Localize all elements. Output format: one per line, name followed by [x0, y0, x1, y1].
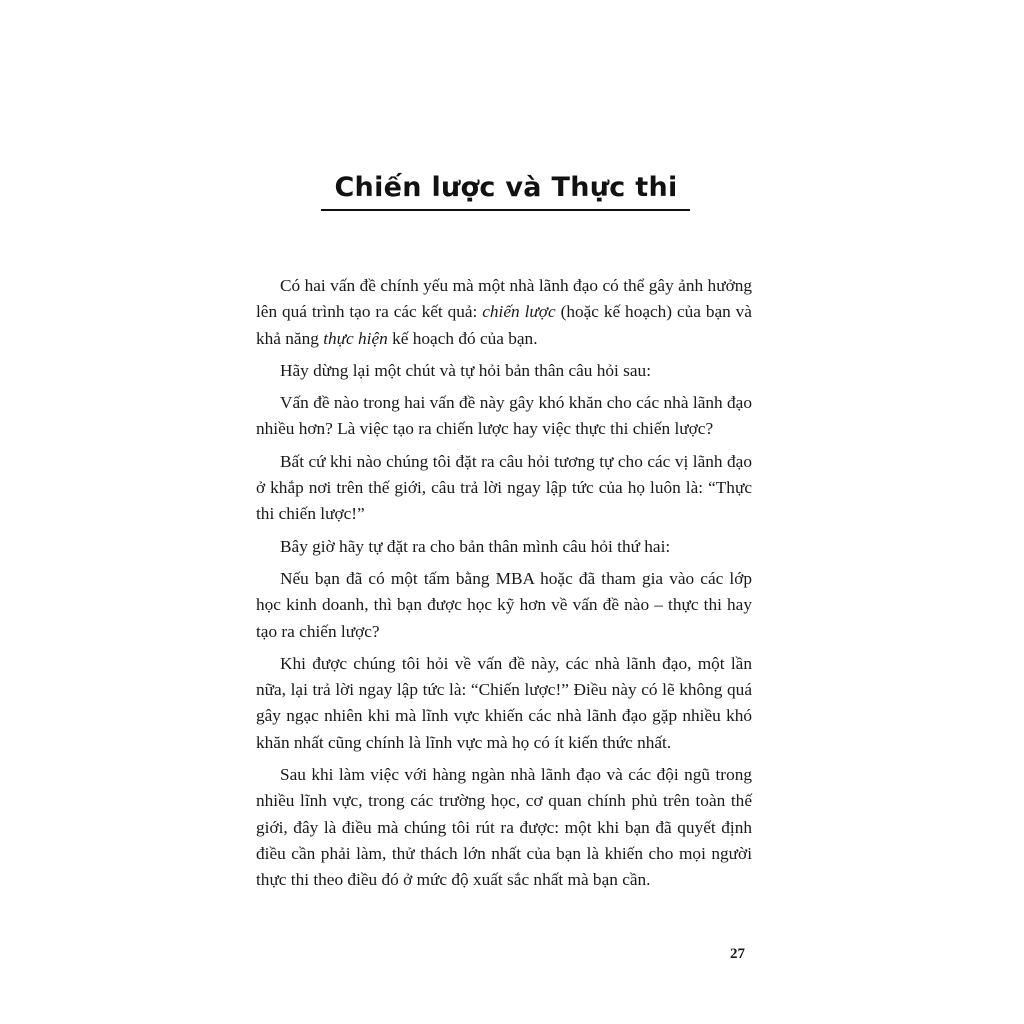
paragraph-3: Vấn đề nào trong hai vấn đề này gây khó khăn cho các nhà lãnh đạo nhiều hơn? Là việc tạo ra chiến lược hay việc thực thi chiến lược?: [256, 393, 752, 439]
title-underline: [321, 209, 690, 211]
paragraph-8: Sau khi làm việc với hàng ngàn nhà lãnh đạo và các đội ngũ trong nhiều lĩnh vực, trong các trường học, cơ quan chính phủ trên toàn thế giới, đây là điều mà chúng tôi rút ra được: một khi bạn đã quyết định điều cần phải làm, thử thách lớn nhất của bạn là khiến cho mọi người thực thi theo điều đó ở mức độ xuất sắc nhất mà bạn cần.: [256, 765, 752, 890]
paragraph-7: Khi được chúng tôi hỏi về vấn đề này, các nhà lãnh đạo, một lần nữa, lại trả lời ngay lập tức là: “Chiến lược!” Điều này có lẽ không quá gây ngạc nhiên khi mà lĩnh vực khiến các nhà lãnh đạo gặp nhiều khó khăn nhất cũng chính là lĩnh vực mà họ có ít kiến thức nhất.: [256, 653, 752, 752]
paragraph-1: Có hai vấn đề chính yếu mà một nhà lãnh đạo có thể gây ảnh hưởng lên quá trình tạo ra các kết quả: chiến lược (hoặc kế hoạch) của bạn và khả năng thực hiện kế hoạch đó của bạn.: [256, 276, 752, 348]
paragraph-5: Bây giờ hãy tự đặt ra cho bản thân mình câu hỏi thứ hai:: [280, 536, 671, 556]
paragraph-6: Nếu bạn đã có một tấm bằng MBA hoặc đã tham gia vào các lớp học kinh doanh, thì bạn được học kỹ hơn về vấn đề nào – thực thi hay tạo ra chiến lược?: [256, 568, 752, 641]
page-number: 27: [730, 946, 745, 962]
chapter-title: Chiến lược và Thực thi: [334, 172, 678, 203]
body-text: [256, 273, 752, 900]
paragraph-2: Hãy dừng lại một chút và tự hỏi bản thân câu hỏi sau:: [280, 360, 651, 380]
paragraph-4: Bất cứ khi nào chúng tôi đặt ra câu hỏi tương tự cho các vị lãnh đạo ở khắp nơi trên thế giới, câu trả lời ngay lập tức của họ luôn là: “Thực thi chiến lược!”: [256, 451, 752, 524]
